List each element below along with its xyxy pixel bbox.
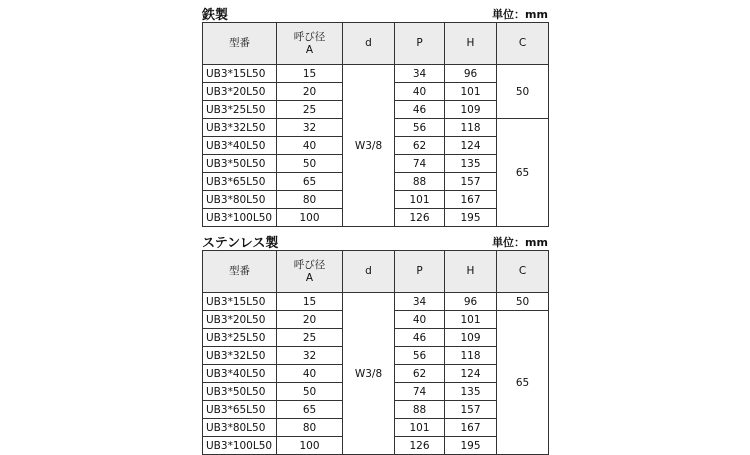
cell-p: 101 — [395, 419, 445, 437]
header-c: C — [497, 23, 549, 65]
header-nominal-line2: A — [305, 43, 314, 56]
cell-model: UB3*65L50 — [203, 401, 277, 419]
cell-p: 126 — [395, 209, 445, 227]
cell-model: UB3*40L50 — [203, 365, 277, 383]
cell-h: 96 — [445, 293, 497, 311]
cell-h: 157 — [445, 173, 497, 191]
header-model: 型番 — [203, 251, 277, 293]
cell-nominal-size: 15 — [277, 65, 343, 83]
cell-h: 109 — [445, 101, 497, 119]
cell-c: 65 — [497, 119, 549, 227]
cell-h: 96 — [445, 65, 497, 83]
table-row — [203, 65, 549, 83]
cell-p: 88 — [395, 173, 445, 191]
cell-p: 74 — [395, 155, 445, 173]
cell-h: 195 — [445, 209, 497, 227]
cell-nominal-size: 32 — [277, 347, 343, 365]
cell-d: W3/8 — [343, 293, 395, 455]
cell-nominal-size: 32 — [277, 119, 343, 137]
section-title: 鉄製 — [202, 8, 229, 23]
cell-model: UB3*32L50 — [203, 347, 277, 365]
cell-nominal-size: 20 — [277, 311, 343, 329]
cell-model: UB3*25L50 — [203, 101, 277, 119]
cell-d: W3/8 — [343, 65, 395, 227]
cell-nominal-size: 80 — [277, 191, 343, 209]
cell-h: 167 — [445, 419, 497, 437]
cell-p: 101 — [395, 191, 445, 209]
cell-model: UB3*32L50 — [203, 119, 277, 137]
cell-h: 118 — [445, 119, 497, 137]
cell-nominal-size: 15 — [277, 293, 343, 311]
cell-model: UB3*100L50 — [203, 209, 277, 227]
header-h: H — [445, 251, 497, 293]
cell-nominal-size: 50 — [277, 155, 343, 173]
cell-model: UB3*20L50 — [203, 311, 277, 329]
cell-nominal-size: 40 — [277, 365, 343, 383]
header-nominal-line1: 呼び径 — [293, 258, 326, 271]
cell-h: 124 — [445, 137, 497, 155]
cell-model: UB3*20L50 — [203, 83, 277, 101]
cell-h: 101 — [445, 311, 497, 329]
header-nominal-size — [277, 23, 343, 65]
cell-h: 124 — [445, 365, 497, 383]
cell-model: UB3*65L50 — [203, 173, 277, 191]
cell-h: 157 — [445, 401, 497, 419]
header-model: 型番 — [203, 23, 277, 65]
stainless-spec-table — [202, 250, 549, 455]
cell-model: UB3*80L50 — [203, 191, 277, 209]
cell-p: 34 — [395, 65, 445, 83]
iron-spec-table — [202, 22, 549, 227]
section-title: ステンレス製 — [202, 236, 279, 251]
unit-label: 単位：mm — [492, 236, 548, 249]
cell-nominal-size: 100 — [277, 437, 343, 455]
header-nominal-line2: A — [305, 271, 314, 284]
cell-p: 46 — [395, 329, 445, 347]
cell-p: 62 — [395, 137, 445, 155]
cell-model: UB3*15L50 — [203, 293, 277, 311]
header-c: C — [497, 251, 549, 293]
header-p: P — [395, 23, 445, 65]
cell-p: 126 — [395, 437, 445, 455]
header-d: d — [343, 251, 395, 293]
cell-p: 34 — [395, 293, 445, 311]
cell-nominal-size: 40 — [277, 137, 343, 155]
header-d: d — [343, 23, 395, 65]
cell-p: 40 — [395, 83, 445, 101]
cell-c: 50 — [497, 293, 549, 311]
cell-h: 135 — [445, 383, 497, 401]
cell-nominal-size: 25 — [277, 101, 343, 119]
cell-model: UB3*50L50 — [203, 383, 277, 401]
cell-h: 118 — [445, 347, 497, 365]
cell-h: 135 — [445, 155, 497, 173]
cell-nominal-size: 65 — [277, 401, 343, 419]
cell-nominal-size: 80 — [277, 419, 343, 437]
table-header-row — [203, 251, 549, 293]
stainless-section — [202, 232, 548, 452]
cell-model: UB3*25L50 — [203, 329, 277, 347]
table-row — [203, 293, 549, 311]
header-p: P — [395, 251, 445, 293]
cell-nominal-size: 20 — [277, 83, 343, 101]
cell-model: UB3*100L50 — [203, 437, 277, 455]
cell-c: 65 — [497, 311, 549, 455]
cell-model: UB3*15L50 — [203, 65, 277, 83]
table-header-row — [203, 23, 549, 65]
cell-h: 109 — [445, 329, 497, 347]
cell-h: 195 — [445, 437, 497, 455]
header-h: H — [445, 23, 497, 65]
cell-model: UB3*80L50 — [203, 419, 277, 437]
cell-p: 62 — [395, 365, 445, 383]
unit-label: 単位：mm — [492, 8, 548, 21]
header-nominal-size — [277, 251, 343, 293]
cell-c: 50 — [497, 65, 549, 119]
cell-h: 167 — [445, 191, 497, 209]
cell-nominal-size: 65 — [277, 173, 343, 191]
cell-p: 88 — [395, 401, 445, 419]
cell-p: 74 — [395, 383, 445, 401]
cell-p: 46 — [395, 101, 445, 119]
cell-p: 56 — [395, 347, 445, 365]
cell-p: 40 — [395, 311, 445, 329]
cell-h: 101 — [445, 83, 497, 101]
cell-nominal-size: 100 — [277, 209, 343, 227]
cell-nominal-size: 50 — [277, 383, 343, 401]
header-nominal-line1: 呼び径 — [293, 30, 326, 43]
cell-model: UB3*50L50 — [203, 155, 277, 173]
cell-model: UB3*40L50 — [203, 137, 277, 155]
cell-p: 56 — [395, 119, 445, 137]
iron-section — [202, 4, 548, 224]
cell-nominal-size: 25 — [277, 329, 343, 347]
